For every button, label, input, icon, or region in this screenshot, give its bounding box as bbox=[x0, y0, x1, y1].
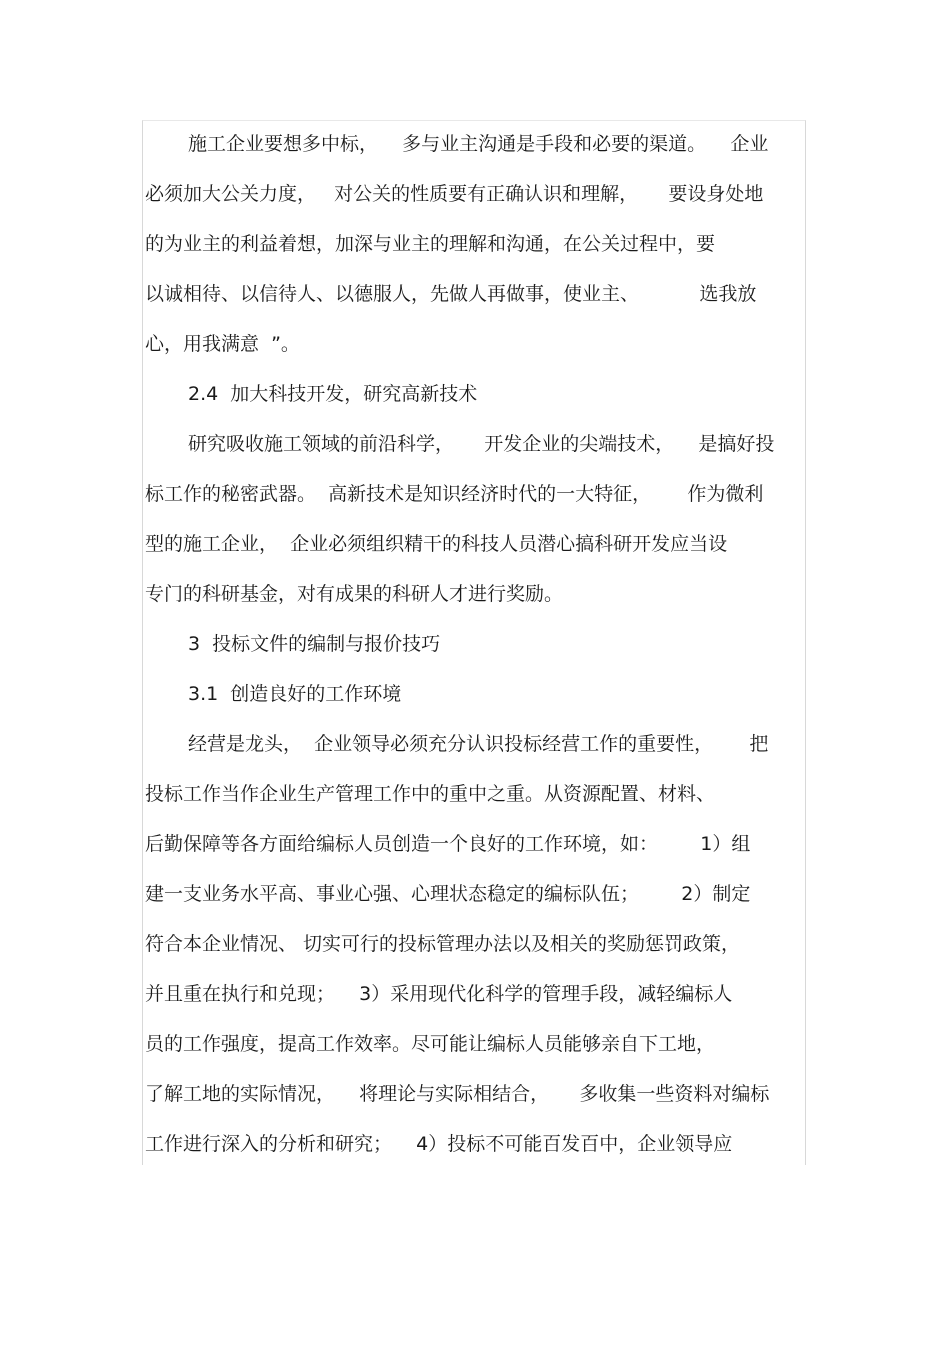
text-line: 型的施工企业， 企业必须组织精干的科技人员潜心搞科研开发应当设 bbox=[145, 533, 728, 555]
text-line: 心，用我满意 ”。 bbox=[145, 333, 300, 355]
section-heading: 3.1 创造良好的工作环境 bbox=[188, 683, 402, 705]
text-line: 专门的科研基金，对有成果的科研人才进行奖励。 bbox=[145, 583, 564, 605]
section-heading: 3 投标文件的编制与报价技巧 bbox=[188, 633, 441, 655]
text-line: 经营是龙头， 企业领导必须充分认识投标经营工作的重要性， 把 bbox=[188, 733, 769, 755]
text-line: 工作进行深入的分析和研究； 4）投标不可能百发百中，企业领导应 bbox=[145, 1133, 733, 1155]
text-line: 施工企业要想多中标， 多与业主沟通是手段和必要的渠道。 企业 bbox=[188, 133, 769, 155]
text-line: 了解工地的实际情况， 将理论与实际相结合， 多收集一些资料对编标 bbox=[145, 1083, 770, 1105]
text-line: 并且重在执行和兑现； 3）采用现代化科学的管理手段，减轻编标人 bbox=[145, 983, 733, 1005]
text-line: 建一支业务水平高、事业心强、心理状态稳定的编标队伍； 2）制定 bbox=[145, 883, 751, 905]
text-line: 标工作的秘密武器。 高新技术是知识经济时代的一大特征， 作为微利 bbox=[145, 483, 764, 505]
text-line: 符合本企业情况、 切实可行的投标管理办法以及相关的奖励惩罚政策， bbox=[145, 933, 741, 955]
text-line: 的为业主的利益着想，加深与业主的理解和沟通，在公关过程中，要 bbox=[145, 233, 716, 255]
text-line: 投标工作当作企业生产管理工作中的重中之重。从资源配置、材料、 bbox=[145, 783, 716, 805]
text-line: 后勤保障等各方面给编标人员创造一个良好的工作环境，如： 1）组 bbox=[145, 833, 751, 855]
text-line: 研究吸收施工领域的前沿科学， 开发企业的尖端技术， 是搞好投 bbox=[188, 433, 775, 455]
text-line: 必须加大公关力度， 对公关的性质要有正确认识和理解， 要设身处地 bbox=[145, 183, 764, 205]
section-heading: 2.4 加大科技开发，研究高新技术 bbox=[188, 383, 478, 405]
text-line: 员的工作强度，提高工作效率。尽可能让编标人员能够亲自下工地， bbox=[145, 1033, 716, 1055]
document-body bbox=[145, 119, 805, 1169]
text-line: 以诚相待、以信待人、以德服人，先做人再做事，使业主、 选我放 bbox=[145, 283, 757, 305]
